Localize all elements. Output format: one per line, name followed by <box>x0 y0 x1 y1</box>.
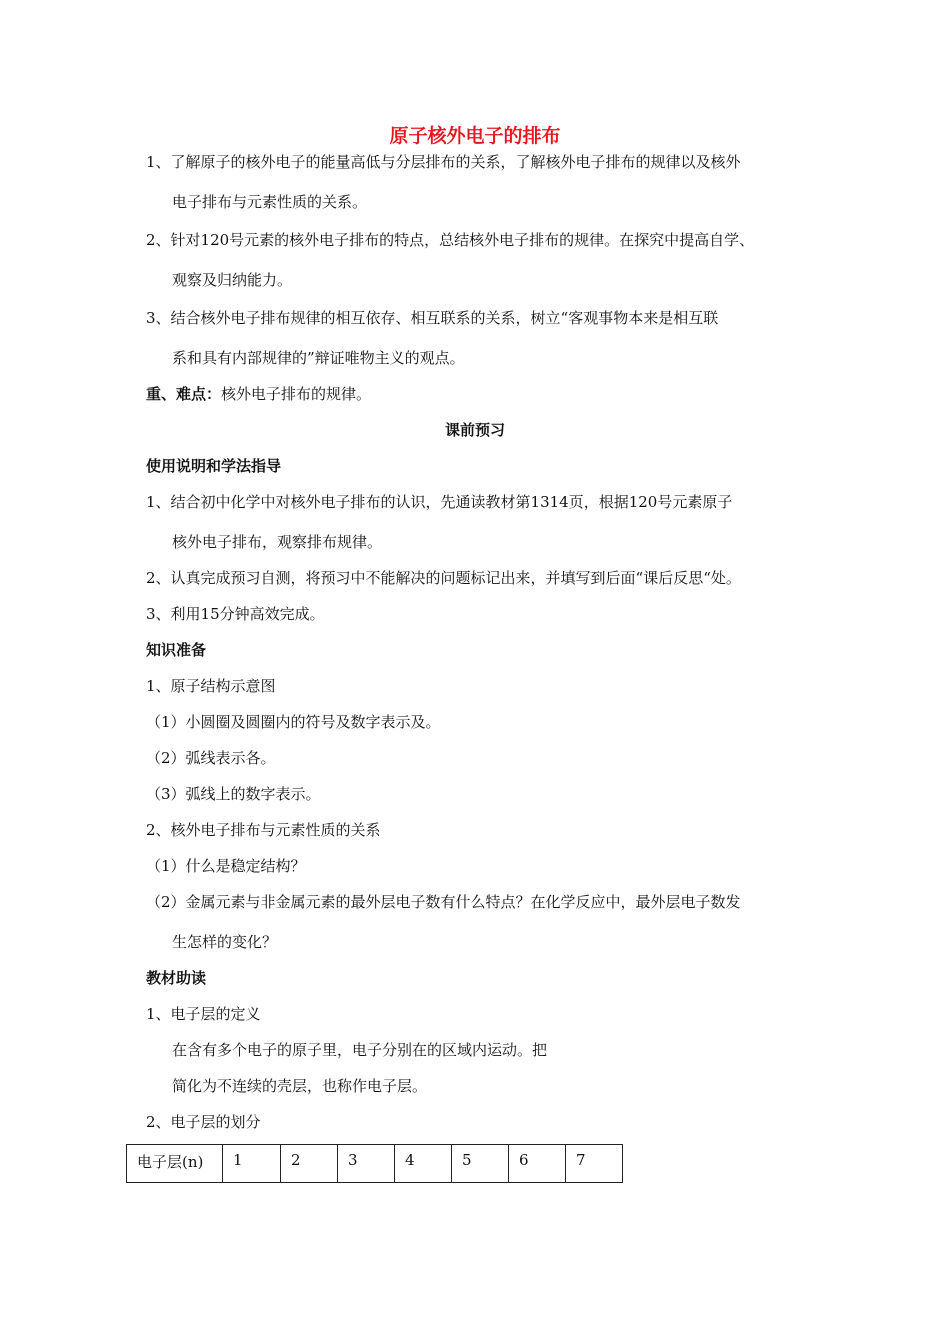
table-cell: 6 <box>509 1145 566 1183</box>
usage-heading: 使用说明和学法指导 <box>146 457 282 475</box>
page-title: 原子核外电子的排布 <box>389 125 561 147</box>
knowledge-item-2: 2、核外电子排布与元素性质的关系 <box>146 821 381 839</box>
key-points-label: 重、难点： <box>146 385 222 403</box>
usage-item-2: 2、认真完成预习自测，将预习中不能解决的问题标记出来，并填写到后面“课后反思“处。 <box>146 569 741 587</box>
knowledge-sub-1: （1）小圆圈及圆圈内的符号及数字表示及。 <box>146 713 441 731</box>
table-row <box>127 1145 623 1183</box>
electron-shell-table <box>126 1144 623 1183</box>
objective-2: 2、针对120号元素的核外电子排布的特点，总结核外电子排布的规律。在探究中提高自学、 <box>146 231 755 249</box>
table-cell: 7 <box>566 1145 623 1183</box>
table-cell: 3 <box>338 1145 395 1183</box>
knowledge-heading: 知识准备 <box>146 641 207 659</box>
table-cell: 1 <box>223 1145 281 1183</box>
knowledge-item-1: 1、原子结构示意图 <box>146 677 276 695</box>
objective-1: 1、了解原子的核外电子的能量高低与分层排布的关系，了解核外电子排布的规律以及核外 <box>146 153 741 171</box>
knowledge-sub-2: （2）弧线表示各。 <box>146 749 276 767</box>
reading-item-2: 2、电子层的划分 <box>146 1113 261 1131</box>
reading-item-1: 1、电子层的定义 <box>146 1005 261 1023</box>
table-cell: 2 <box>281 1145 338 1183</box>
knowledge-sub2-2-cont: 生怎样的变化？ <box>172 933 278 951</box>
table-cell: 4 <box>395 1145 452 1183</box>
table-header-cell: 电子层(n) <box>127 1145 223 1183</box>
usage-item-1: 1、结合初中化学中对核外电子排布的认识，先通读教材第1314页，根据120号元素原子 <box>146 493 733 511</box>
knowledge-sub2-2: （2）金属元素与非金属元素的最外层电子数有什么特点？在化学反应中，最外层电子数发 <box>146 893 741 911</box>
definition-line-2: 简化为不连续的壳层，也称作电子层。 <box>172 1077 428 1095</box>
objective-2-cont: 观察及归纳能力。 <box>172 271 293 289</box>
usage-item-1-cont: 核外电子排布，观察排布规律。 <box>172 533 383 551</box>
knowledge-sub2-1: （1）什么是稳定结构？ <box>146 857 306 875</box>
knowledge-sub-3: （3）弧线上的数字表示。 <box>146 785 321 803</box>
key-points-text: 核外电子排布的规律。 <box>221 385 372 403</box>
objective-3: 3、结合核外电子排布规律的相互依存、相互联系的关系，树立“客观事物本来是相互联 <box>146 309 719 327</box>
objective-3-cont: 系和具有内部规律的”辩证唯物主义的观点。 <box>172 349 465 367</box>
usage-item-3: 3、利用15分钟高效完成。 <box>146 605 325 623</box>
reading-heading: 教材助读 <box>146 969 207 987</box>
objective-1-cont: 电子排布与元素性质的关系。 <box>172 193 368 211</box>
definition-line-1: 在含有多个电子的原子里，电子分别在的区域内运动。把 <box>172 1041 548 1059</box>
preview-heading: 课前预习 <box>444 421 505 439</box>
table-cell: 5 <box>452 1145 509 1183</box>
key-points <box>146 384 371 404</box>
